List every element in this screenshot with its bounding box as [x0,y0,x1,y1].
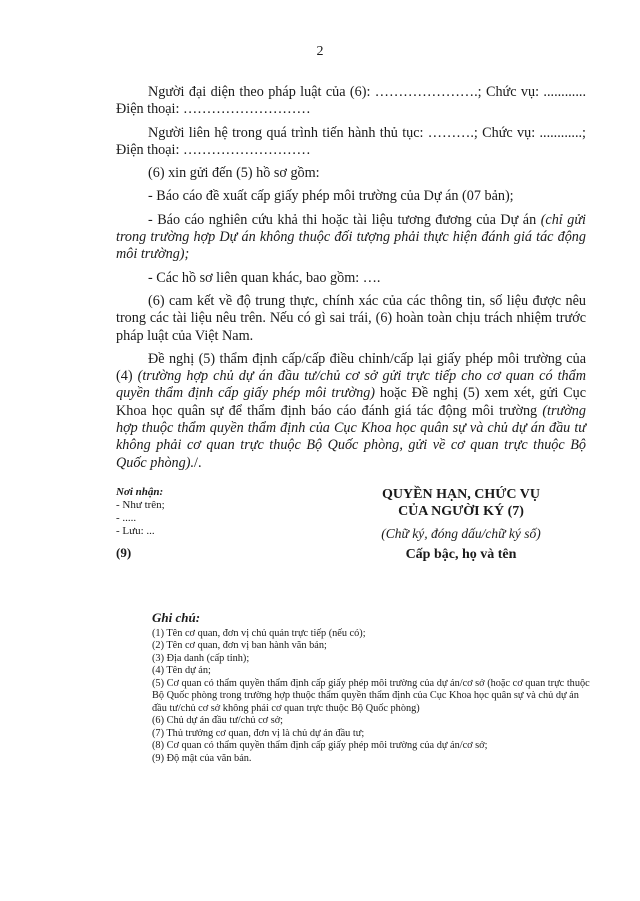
note-item: (4) Tên dự án; [152,665,211,676]
request-paragraph [116,351,586,472]
signer-title-line2: CỦA NGƯỜI KÝ (7) [398,504,524,519]
recipient-item: - ..... [116,512,137,524]
note-item: (1) Tên cơ quan, đơn vị chủ quản trực tiếp (nếu có); [152,627,366,639]
commitment-paragraph: (6) cam kết về độ trung thực, chính xác của các thông tin, số liệu được nêu trong các tài liệu nêu trên. Nếu có gì sai trái, (6) hoàn toàn chịu trách nhiệm trước pháp luật của Việt Nam. [116,292,586,344]
note-item: (6) Chủ dự án đầu tư/chủ cơ sở; [152,715,284,726]
signer-title-line1: QUYỀN HẠN, CHỨC VỤ [382,487,540,502]
request-end: /. [194,454,202,471]
recipient-item: - Như trên; [116,499,165,511]
signature-note: (Chữ ký, đóng dấu/chữ ký số) [381,526,541,541]
dossier-item-feasibility [116,212,586,264]
legal-representative-line: Người đại diện theo pháp luật của (6): ………………….; Chức vụ: ............ Điện thoại: ……………………… [116,84,586,118]
note-item: (2) Tên cơ quan, đơn vị ban hành văn bản; [152,640,327,651]
security-marking: (9) [116,545,132,560]
request-text-b: hoặc Đề nghị (5) xem xét, gửi Cục Khoa học quân sự để thẩm định báo cáo đánh giá tác động môi trường [116,385,586,419]
signature-section [116,486,586,596]
note-item: (7) Thủ trưởng cơ quan, đơn vị là chủ dự án đầu tư; [152,727,365,739]
dossier-item-other: - Các hồ sơ liên quan khác, bao gồm: …. [148,269,381,286]
dossier-item-report: - Báo cáo đề xuất cấp giấy phép môi trường của Dự án (07 bản); [148,188,514,205]
page-number: 2 [316,44,324,59]
recipients-title: Nơi nhận: [116,486,164,498]
feasibility-note: (chỉ gửi trong trường hợp Dự án không thuộc đối tượng phải thực hiện đánh giá tác động môi trường); [116,211,586,263]
notes-section [152,612,592,765]
letter-body [116,84,586,478]
notes-title: Ghi chú: [152,610,201,625]
request-note-a: (trường hợp chủ dự án đầu tư/chủ cơ sở gửi trực tiếp cho cơ quan có thẩm quyền thẩm định cấp giấy phép môi trường) [116,368,586,402]
note-item: (9) Độ mật của văn bản. [152,752,252,764]
request-note-b: (trường hợp thuộc thẩm quyền thẩm định của Cục Khoa học quân sự và chủ dự án đầu tư không phải cơ quan trực thuộc Bộ Quốc phòng, gửi về cơ quan trực thuộc Bộ Quốc phòng). [116,402,586,471]
feasibility-text: - Báo cáo nghiên cứu khả thi hoặc tài liệu tương đương của Dự án [148,211,541,228]
dossier-intro: (6) xin gửi đến (5) hồ sơ gồm: [148,165,320,182]
request-text-a: Đề nghị (5) thẩm định cấp/cấp điều chỉnh/cấp lại giấy phép môi trường của (4) [116,350,586,385]
contact-person-line: Người liên hệ trong quá trình tiến hành thủ tục: ……….; Chức vụ: ............; Điện thoại: ……………………… [116,124,586,158]
note-item: (8) Cơ quan có thẩm quyền thẩm định cấp giấy phép môi trường của dự án/cơ sở; [152,740,488,751]
recipient-item: - Lưu: ... [116,525,155,537]
signer-name: Cấp bậc, họ và tên [405,547,517,562]
signer-block [336,486,586,563]
note-item: (3) Địa danh (cấp tỉnh); [152,652,250,664]
note-item: (5) Cơ quan có thẩm quyền thẩm định cấp giấy phép môi trường của dự án/cơ sở (hoặc cơ quan trực thuộc Bộ Quốc phòng trong trường hợp thuộc thẩm quyền thẩm định của Cục Khoa học quân sự và chủ dự án đầu tư/chủ cơ sở không phải cơ quan trực thuộc Bộ Quốc phòng) [152,677,590,714]
recipients-block [116,486,296,559]
